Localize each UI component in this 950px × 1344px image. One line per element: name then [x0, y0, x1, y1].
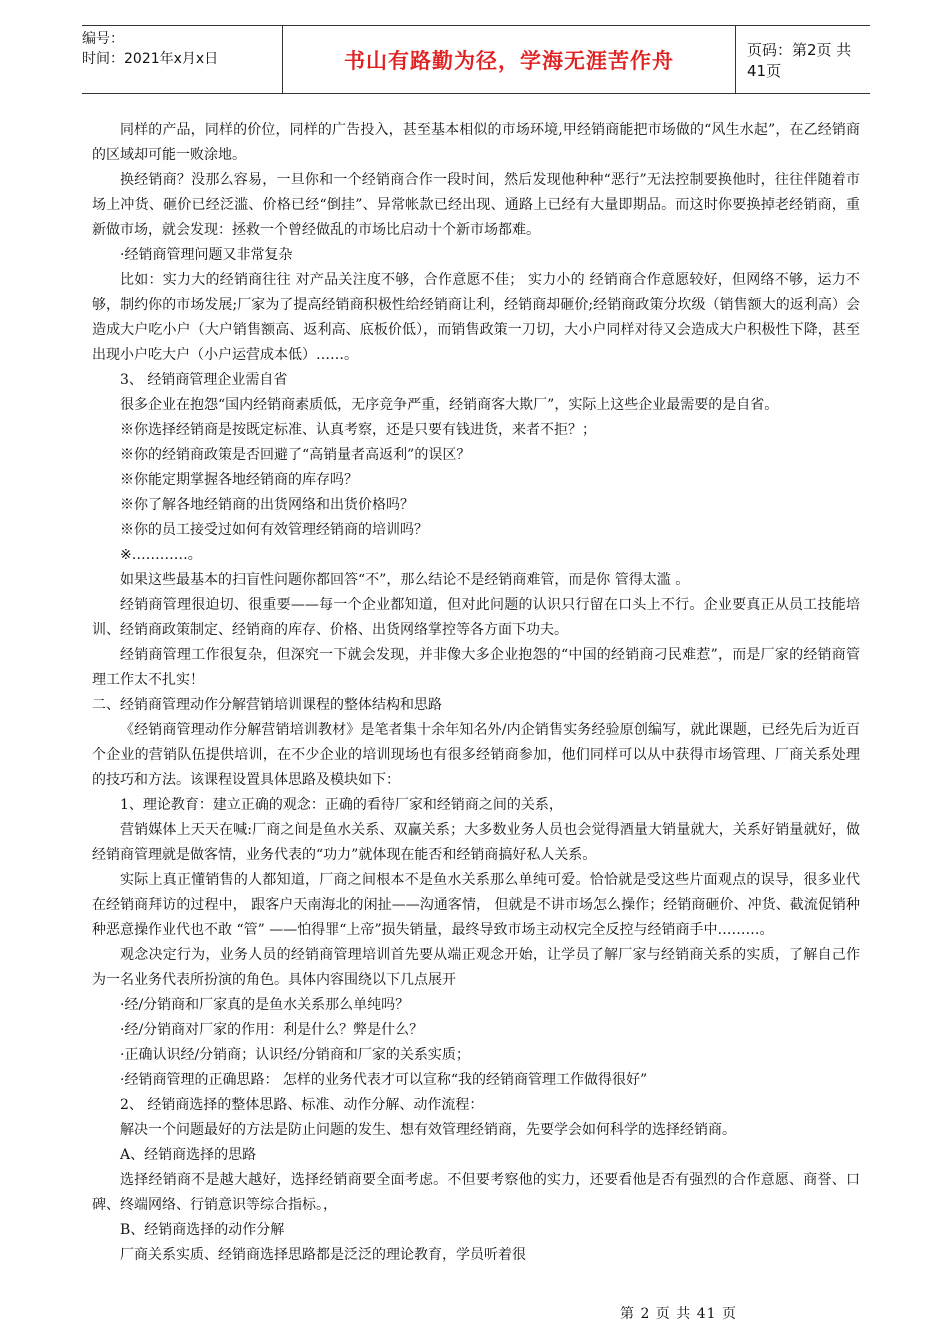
- paragraph: 观念决定行为，业务人员的经销商管理培训首先要从端正观念开始，让学员了解厂家与经销商关系的实质，了解自己作为一名业务代表所扮演的角色。具体内容围绕以下几点展开: [92, 947, 860, 988]
- document-date: 时间：2021年x月x日: [82, 51, 219, 67]
- paragraph: 二、经销商管理动作分解营销培训课程的整体结构和思路: [92, 697, 442, 713]
- page-footer: 第 2 页 共 41 页: [620, 1306, 737, 1322]
- paragraph: 《经销商管理动作分解营销培训教材》是笔者集十余年知名外/内企销售实务经验原创编写，就此课题，已经先后为近百个企业的营销队伍提供培训，在不少企业的培训现场也有很多经销商参加，他们同样可以从中获得市场管理、厂商关系处理的技巧和方法。该课程设置具体思路及模块如下：: [92, 722, 860, 788]
- paragraph: 3、 经销商管理企业需自省: [120, 372, 288, 388]
- paragraph: ·正确认识经/分销商；认识经/分销商和厂家的关系实质；: [120, 1047, 470, 1063]
- paragraph: 经销商管理很迫切、很重要——每一个企业都知道，但对此问题的认识只行留在口头上不行。企业要真正从员工技能培训、经销商政策制定、经销商的库存、价格、出货网络掌控等各方面下功夫。: [92, 597, 860, 638]
- page-header: [82, 25, 870, 94]
- paragraph: 比如：实力大的经销商往往 对产品关注度不够，合作意愿不佳； 实力小的 经销商合作意愿较好，但网络不够，运力不够，制约你的市场发展;厂家为了提高经销商积极性给经销商让利，经销商却砸价;经销商政策分坎级（销售额大的返利高）会造成大户吃小户（大户销售额高、返利高、底板价低），而销售政策一刀切，大小户同样对待又会造成大户积极性下降，甚至出现小户吃大户（小户运营成本低）……。: [92, 272, 860, 363]
- paragraph: A、经销商选择的思路: [120, 1147, 257, 1163]
- paragraph: 选择经销商不是越大越好，选择经销商要全面考虑。不但要考察他的实力，还要看他是否有强烈的合作意愿、商誉、口碑、终端网络、行销意识等综合指标。，: [92, 1172, 860, 1213]
- paragraph: ※…………。: [120, 547, 202, 563]
- paragraph: ※你的经销商政策是否回避了“高销量者高返利”的误区？: [120, 447, 471, 463]
- paragraph: ※你了解各地经销商的出货网络和出货价格吗？: [120, 497, 414, 513]
- header-meta: [82, 26, 282, 93]
- paragraph: ※你选择经销商是按既定标准、认真考察，还是只要有钱进货，来者不拒？；: [120, 422, 596, 438]
- paragraph: 2、 经销商选择的整体思路、标准、动作分解、动作流程：: [120, 1097, 484, 1113]
- header-page-info: [735, 26, 870, 93]
- paragraph: 解决一个问题最好的方法是防止问题的发生、想有效管理经销商，先要学会如何科学的选择经销商。: [120, 1122, 736, 1138]
- paragraph: ※你能定期掌握各地经销商的库存吗？: [120, 472, 358, 488]
- paragraph: ·经销商管理问题又非常复杂: [120, 247, 293, 263]
- page-number-info: 页码：第2页 共41页: [747, 40, 852, 80]
- paragraph: ※你的员工接受过如何有效管理经销商的培训吗？: [120, 522, 428, 538]
- header-motto: 书山有路勤为径，学海无涯苦作舟: [344, 48, 674, 73]
- paragraph: 厂商关系实质、经销商选择思路都是泛泛的理论教育，学员听着很: [120, 1247, 526, 1263]
- header-motto-cell: [282, 26, 736, 93]
- paragraph: 如果这些最基本的扫盲性问题你都回答“不”，那么结论不是经销商难管，而是你 管得太滥 。: [120, 572, 690, 588]
- paragraph: ·经销商管理的正确思路： 怎样的业务代表才可以宣称“我的经销商管理工作做得很好”: [120, 1072, 648, 1088]
- paragraph: 经销商管理工作很复杂，但深究一下就会发现，并非像大多企业抱怨的“中国的经销商刁民难惹”，而是厂家的经销商管理工作太不扎实！: [92, 647, 860, 688]
- paragraph: 很多企业在抱怨“国内经销商素质低，无序竞争严重，经销商客大欺厂”，实际上这些企业最需要的是自省。: [120, 397, 779, 413]
- paragraph: 营销媒体上天天在喊:厂商之间是鱼水关系、双赢关系；大多数业务人员也会觉得酒量大销量就大，关系好销量就好，做经销商管理就是做客情，业务代表的“功力”就体现在能否和经销商搞好私人关系。: [92, 822, 860, 863]
- paragraph: ·经/分销商和厂家真的是鱼水关系那么单纯吗？: [120, 997, 410, 1013]
- document-body: [92, 118, 860, 1268]
- paragraph: B、经销商选择的动作分解: [120, 1222, 285, 1238]
- paragraph: 1、理论教育：建立正确的观念：正确的看待厂家和经销商之间的关系，: [120, 797, 563, 813]
- paragraph: 实际上真正懂销售的人都知道，厂商之间根本不是鱼水关系那么单纯可爱。恰恰就是受这些片面观点的误导，很多业代在经销商拜访的过程中， 跟客户天南海北的闲扯——沟通客情， 但就是不讲市场怎么操作；经销商砸价、冲货、截流促销种种恶意操作业代也不敢 “管” ——怕得罪“上帝”损失销量，最终导致市场主动权完全反控与经销商手中………。: [92, 872, 860, 938]
- paragraph: 同样的产品，同样的价位，同样的广告投入，甚至基本相似的市场环境,甲经销商能把市场做的“风生水起”，在乙经销商的区域却可能一败涂地。: [92, 122, 860, 163]
- document-number-label: 编号：: [82, 31, 124, 47]
- paragraph: 换经销商？没那么容易，一旦你和一个经销商合作一段时间，然后发现他种种“恶行”无法控制要换他时，往往伴随着市场上冲货、砸价已经泛滥、价格已经“倒挂”、异常帐款已经出现、通路上已经有大量即期品。而这时你要换掉老经销商，重新做市场，就会发现：拯救一个曾经做乱的市场比启动十个新市场都难。: [92, 172, 860, 238]
- paragraph: ·经/分销商对厂家的作用：利是什么？弊是什么？: [120, 1022, 424, 1038]
